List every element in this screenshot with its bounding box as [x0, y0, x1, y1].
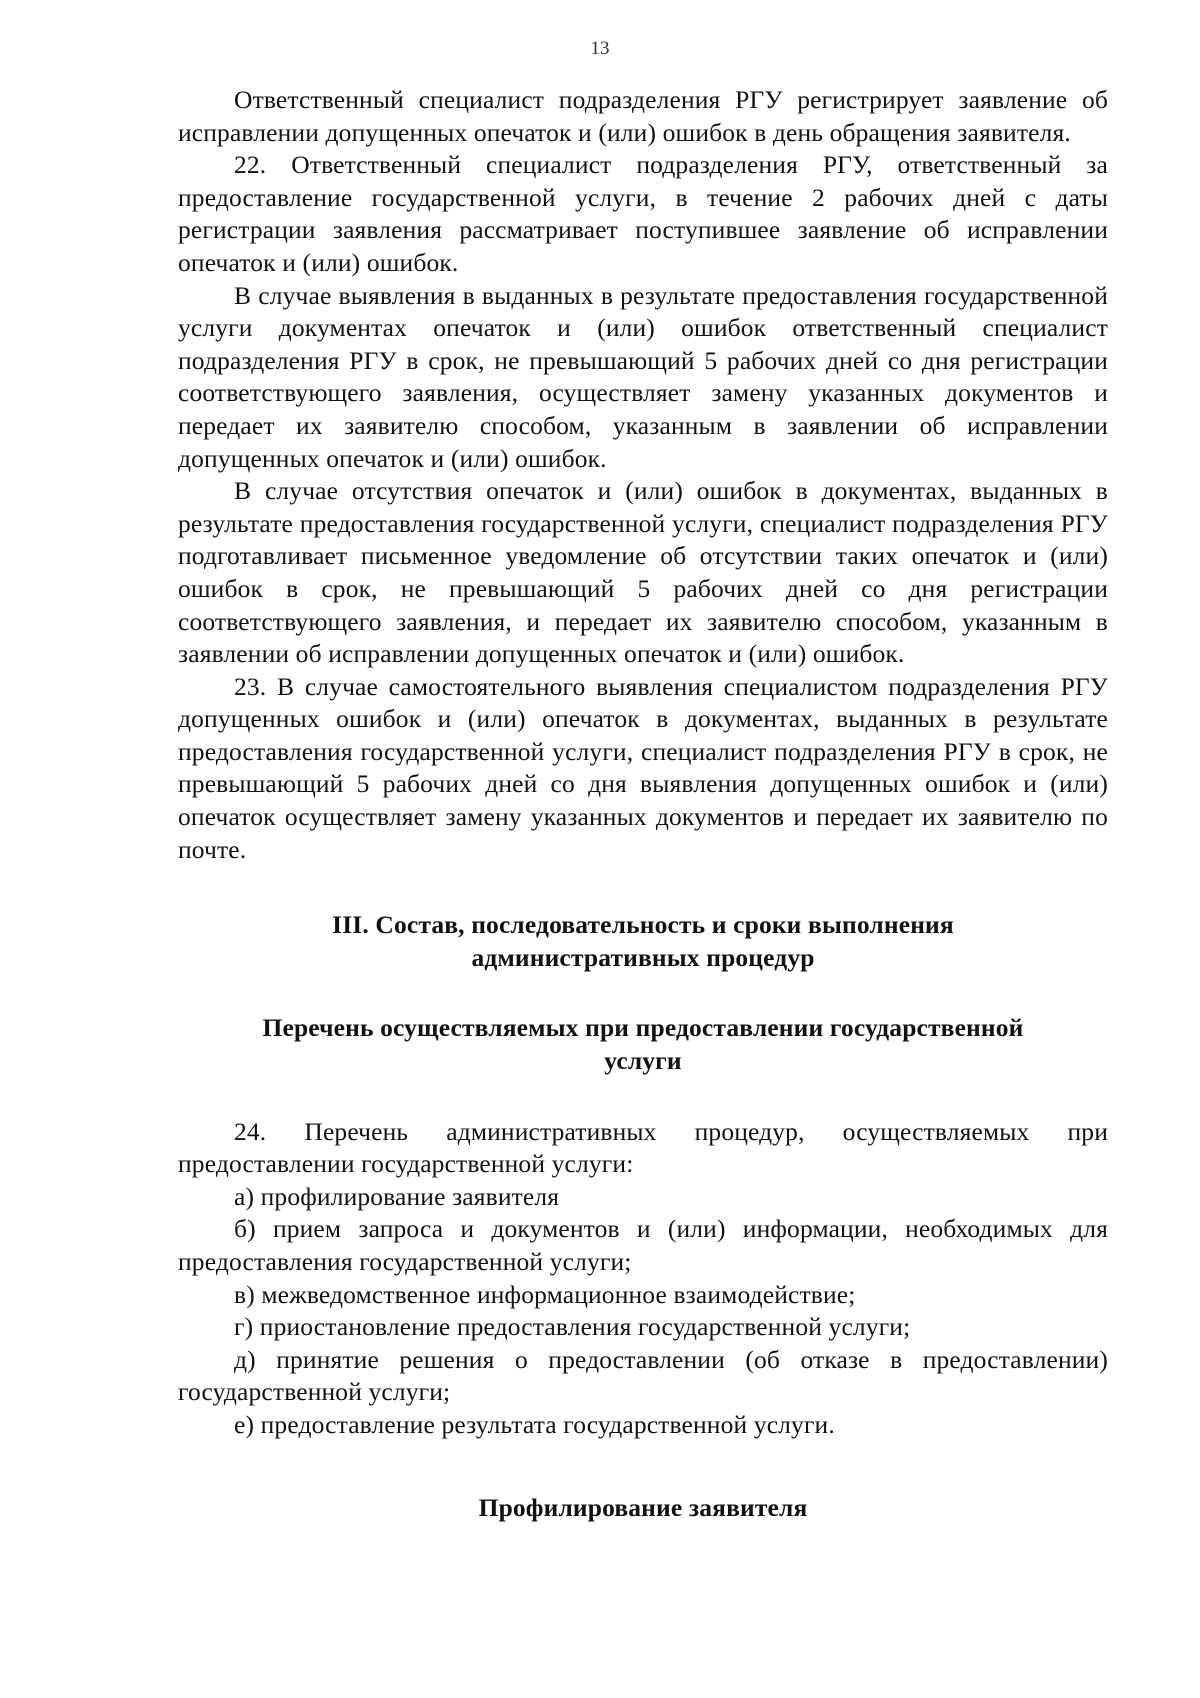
list-item: в) межведомственное информационное взаимодействие; — [234, 1279, 856, 1309]
paragraph-errors-found: В случае выявления в выданных в результате предоставления государственной услуги документах опечаток и (или) ошибок ответственный специалист подразделения РГУ в срок, не превышающий 5 рабочих дней со дня регистрации соответствующего заявления, осуществляет замену указанных документов и передает их заявителю способом, указанным в заявлении об исправлении допущенных опечаток и (или) ошибок. — [178, 280, 1108, 473]
paragraph-24: 24. Перечень административных процедур, осуществляемых при предоставлении государственной услуги: — [178, 1116, 1108, 1179]
list-item: а) профилирование заявителя — [234, 1181, 560, 1211]
list-item: д) принятие решения о предоставлении (об отказе в предоставлении) государственной услуги; — [178, 1344, 1108, 1407]
list-item: г) приостановление предоставления государственной услуги; — [234, 1312, 911, 1342]
paragraph-no-errors: В случае отсутствия опечаток и (или) ошибок в документах, выданных в результате предоставления государственной услуги, специалист подразделения РГУ подготавливает письменное уведомление об отсутствии таких опечаток и (или) ошибок в срок, не превышающий 5 рабочих дней со дня регистрации соответствующего заявления, и передает их заявителю способом, указанным в заявлении об исправлении допущенных опечаток и (или) ошибок. — [178, 476, 1108, 669]
paragraph-23: 23. В случае самостоятельного выявления специалистом подразделения РГУ допущенных ошибок и (или) опечаток в документах, выданных в результате предоставления государственной услуги, специалист подразделения РГУ в срок, не превышающий 5 рабочих дней со дня выявления допущенных ошибок и (или) опечаток осуществляет замену указанных документов и передает их заявителю по почте. — [178, 671, 1108, 864]
paragraph-registration: Ответственный специалист подразделения РГУ регистрирует заявление об исправлении допущенных опечаток и (или) ошибок в день обращения заявителя. — [178, 85, 1108, 147]
final-heading: Профилирование заявителя — [478, 1492, 808, 1522]
paragraph-22: 22. Ответственный специалист подразделения РГУ, ответственный за предоставление государственной услуги, в течение 2 рабочих дней с даты регистрации заявления рассматривает поступившее заявление об исправлении опечаток и (или) ошибок. — [178, 150, 1108, 277]
list-item: е) предоставление результата государственной услуги. — [234, 1409, 835, 1439]
list-item: б) прием запроса и документов и (или) информации, необходимых для предоставления государственной услуги; — [178, 1214, 1108, 1276]
section-heading: III. Состав, последовательность и сроки выполнения административных процедур — [332, 910, 954, 972]
subsection-heading: Перечень осуществляемых при предоставлении государственной услуги — [262, 1013, 1024, 1076]
page-number: 13 — [590, 38, 610, 59]
document-body — [178, 84, 1108, 1524]
